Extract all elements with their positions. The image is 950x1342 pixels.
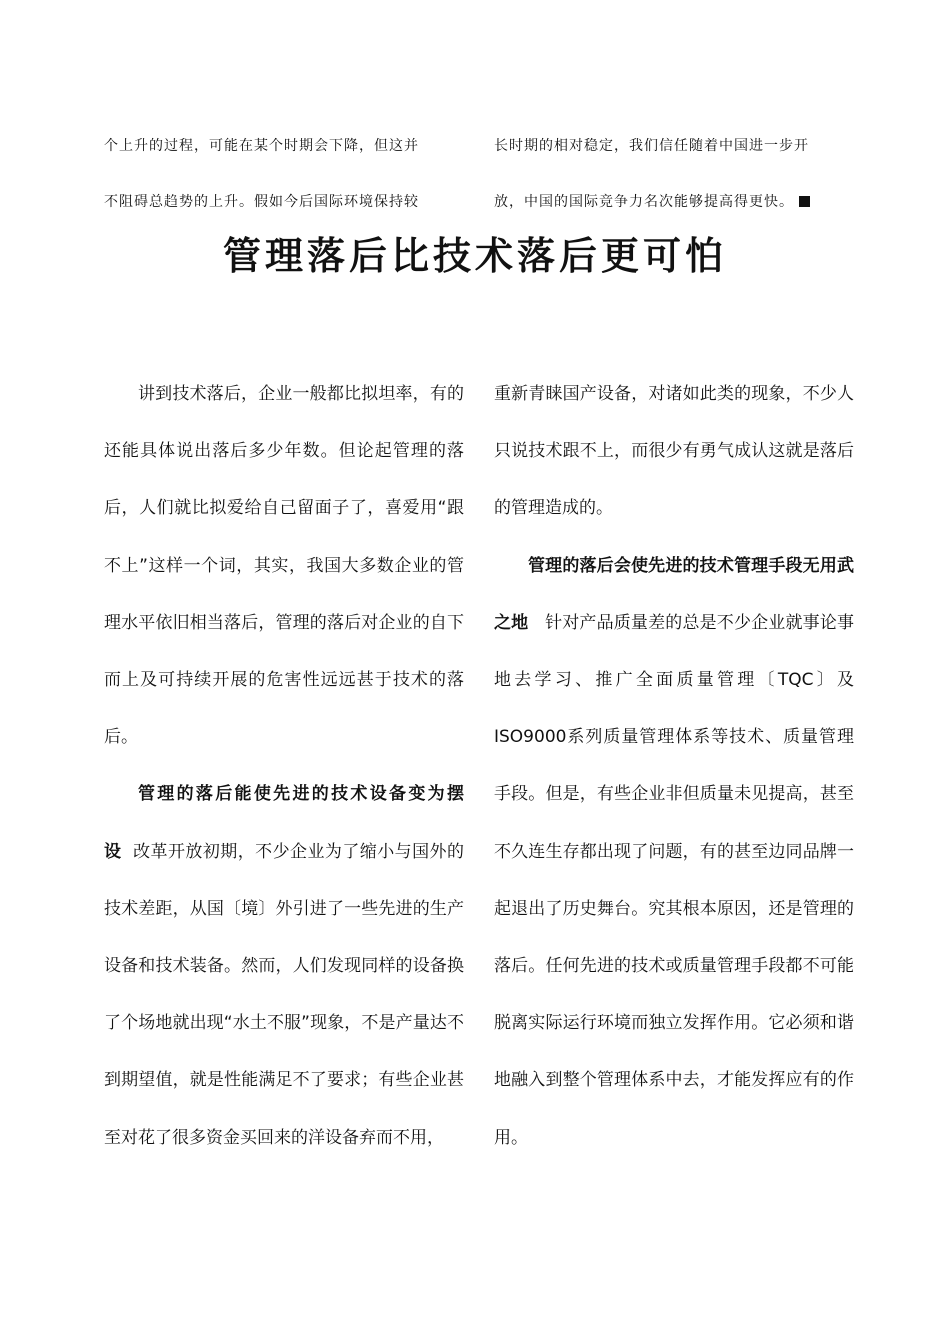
section-1-body: 改革开放初期，不少企业为了缩小与国外的技术差距，从国〔境〕外引进了一些先进的生产设备和技术装备。然而，人们发现同样的设备换了个场地就出现“水土不服”现象，不是产量达不到期望值，就是性能满足不了要求；有些企业甚至对花了很多资金买回来的洋设备弃而不用， [104, 841, 464, 1148]
top-right-line-2-text: 放，中国的国际竞争力名次能够提高得更快。 [494, 194, 794, 210]
intro-paragraph: 讲到技术落后，企业一般都比拟坦率，有的还能具体说出落后多少年数。但论起管理的落后，人们就比拟爱给自己留面子了，喜爱用“跟不上”这样一个词，其实，我国大多数企业的管理水平依旧相当落后，管理的落后对企业的自下而上及可持续开展的危害性远远甚于技术的落后。 [104, 384, 464, 748]
top-right-column [494, 118, 854, 230]
top-left-line-2: 不阻碍总趋势的上升。假如今后国际环境保持较 [104, 194, 419, 210]
section-2-paragraph [494, 538, 854, 1167]
section-1-paragraph [104, 766, 464, 1166]
top-left-column [104, 118, 464, 230]
section-1-continuation: 重新青睐国产设备，对诸如此类的现象，不少人只说技术跟不上，而很少有勇气成认这就是落后的管理造成的。 [494, 384, 854, 519]
section-2-body: 针对产品质量差的总是不少企业就事论事地去学习、推广全面质量管理〔TQC〕及ISO9000系列质量管理体系等技术、质量管理手段。但是，有些企业非但质量未见提高，甚至不久连生存都出现了问题，有的甚至边同品牌一起退出了历史舞台。究其根本原因，还是管理的落后。任何先进的技术或质量管理手段都不可能脱离实际运行环境而独立发挥作用。它必须和谐地融入到整个管理体系中去，才能发挥应有的作用。 [494, 612, 854, 1148]
article-title: 管理落后比技术落后更可怕 [222, 234, 727, 278]
article-right-column [494, 366, 854, 1167]
article-left-column [104, 366, 464, 1167]
top-right-line-1: 长时期的相对稳定，我们信任随着中国进一步开 [494, 138, 809, 154]
top-right-line-2 [494, 174, 854, 230]
top-left-line-1: 个上升的过程，可能在某个时期会下降，但这并 [104, 138, 419, 154]
section-1-heading: 管理的落后能使先进的技术设备变为摆设 [104, 784, 464, 862]
end-of-article-mark [799, 196, 810, 207]
section-2-heading: 管理的落后会使先进的技术管理手段无用武之地 [494, 555, 854, 633]
